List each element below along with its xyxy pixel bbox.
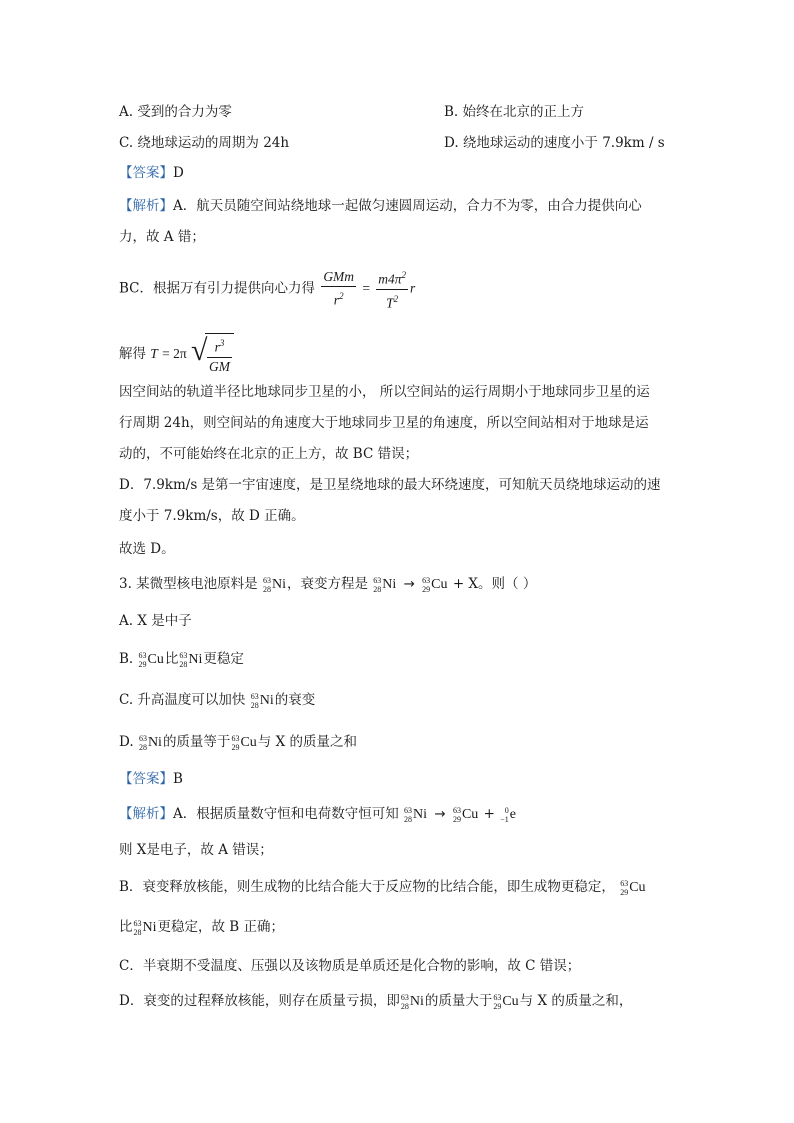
- stem-text: ，衰变方程是: [286, 576, 368, 592]
- q2-option-b: B. 始终在北京的正上方: [444, 104, 585, 120]
- exponent: 2: [401, 270, 407, 280]
- nuclide-cu: 63 29 Cu: [422, 575, 448, 594]
- q3-analysis-a-line-2: 则 X是电子，故 A 错误；: [119, 842, 273, 858]
- fraction-denominator: r: [333, 292, 340, 308]
- particle-x: X: [468, 576, 479, 592]
- answer-tag: 【答案】: [119, 165, 173, 181]
- equals-two-pi: = 2π: [162, 345, 187, 361]
- q2-option-a: A. 受到的合力为零: [119, 104, 232, 120]
- q3-option-c: C. 升高温度可以加快 63 28 Ni 的衰变: [119, 691, 316, 710]
- arrow-icon: →: [434, 806, 446, 822]
- q3-analysis-b-line-2: 比 63 28 Ni 更稳定，故 B 正确；: [119, 918, 285, 937]
- q2-answer: [119, 163, 184, 183]
- radical-icon: √: [190, 334, 208, 367]
- nuclide-ni: 63 28 Ni: [373, 575, 397, 594]
- fraction-numerator: GMm: [321, 268, 356, 287]
- fraction-numerator: m4π: [378, 271, 402, 287]
- plus-sign: +: [483, 806, 495, 822]
- nuclide-cu: 63 29 Cu: [493, 992, 519, 1011]
- q2-d-line-1: D．7.9km/s 是第一宇宙速度，是卫星绕地球的最大环绕速度，可知航天员绕地球运动的速: [119, 477, 661, 493]
- nuclide-cu: 63 29 Cu: [620, 878, 646, 897]
- nuclide-ni: 63 28 Ni: [250, 691, 274, 710]
- solve-prefix: 解得: [119, 345, 146, 362]
- q3-analysis-d: D．衰变的过程释放核能，则存在质量亏损，即 63 28 Ni 的质量大于 63 29 Cu 与 X 的质量之和，: [119, 992, 633, 1011]
- q2-paragraph-line-1: 因空间站的轨道半径比地球同步卫星的小， 所以空间站的运行周期小于地球同步卫星的运: [119, 384, 650, 400]
- nuclide-ni: 63 28 Ni: [179, 650, 203, 669]
- q3-option-a: A. X 是中子: [119, 613, 192, 629]
- q2-paragraph-line-2: 行周期 24h，则空间站的角速度大于地球同步卫星的角速度，所以空间站相对于地球是运: [119, 415, 649, 431]
- period-symbol: T: [150, 345, 158, 361]
- q3-answer: [119, 769, 183, 789]
- nuclide-cu: 63 29 Cu: [452, 805, 479, 824]
- answer-value: D: [173, 165, 184, 181]
- q3-analysis-c: C．半衰期不受温度、压强以及该物质是单质还是化合物的影响，故 C 错误；: [119, 958, 581, 974]
- exponent: 2: [393, 293, 399, 304]
- arrow-icon: →: [403, 576, 415, 592]
- plus-sign: +: [452, 576, 465, 592]
- nuclide-cu: 63 29 Cu: [231, 733, 257, 752]
- q3-option-d: D. 63 28 Ni 的质量等于 63 29 Cu 与 X 的质量之和: [119, 733, 357, 752]
- square-root: [191, 333, 234, 376]
- electron: 0 −1 e: [500, 805, 516, 824]
- analysis-tag: 【解析】: [119, 806, 173, 822]
- q2-paragraph-line-3: 动的，不可能始终在北京的正上方，故 BC 错误；: [119, 446, 419, 462]
- exponent: 3: [219, 338, 225, 348]
- analysis-text: A．航天员随空间站绕地球一起做匀速圆周运动，合力不为零，由合力提供向心: [173, 198, 642, 214]
- answer-value: B: [173, 771, 183, 787]
- radius-symbol: r: [410, 280, 416, 296]
- stem-text: 。则（ ）: [478, 576, 537, 592]
- q2-analysis-line-1: [119, 196, 642, 216]
- exponent: 2: [339, 291, 344, 302]
- fraction-centripetal: [376, 266, 408, 312]
- q3-analysis-b-line-1: B．衰变释放核能，则生成物的比结合能大于反应物的比结合能，即生成物更稳定， 63 29 Cu: [119, 878, 646, 897]
- sqrt-fraction: [207, 334, 232, 376]
- q2-d-line-2: 度小于 7.9km/s，故 D 正确。: [119, 508, 305, 524]
- nuclide-ni: 63 28 Ni: [400, 992, 424, 1011]
- q3-stem: [119, 574, 536, 595]
- fraction-denominator: GM: [208, 358, 230, 374]
- nuclide-ni: 63 28 Ni: [138, 733, 162, 752]
- stem-text: 3. 某微型核电池原料是: [119, 576, 258, 592]
- q2-analysis-line-2: 力，故 A 错；: [119, 229, 205, 245]
- nuclide-ni: 63 28 Ni: [133, 918, 157, 937]
- fraction-denominator: T: [386, 295, 394, 310]
- fraction-gravity: [321, 268, 356, 310]
- nuclide-cu: 63 29 Cu: [138, 650, 164, 669]
- q3-option-b: B. 63 29 Cu 比 63 28 Ni 更稳定: [119, 650, 244, 669]
- q2-conclusion: 故选 D。: [119, 541, 175, 557]
- q2-option-d: D. 绕地球运动的速度小于 7.9km / s: [444, 135, 665, 151]
- q3-analysis-a: 【解析】A．根据质量数守恒和电荷数守恒可知 63 28 Ni → 63 29 Cu + 0 −1 e: [119, 805, 516, 824]
- equals-sign: =: [362, 280, 370, 296]
- analysis-tag: 【解析】: [119, 198, 173, 214]
- q2-bc-formula-line: [119, 266, 415, 312]
- answer-tag: 【答案】: [119, 771, 173, 787]
- q2-solve-line: [119, 333, 234, 376]
- q2-option-c: C. 绕地球运动的周期为 24h: [119, 135, 290, 151]
- bc-prefix: BC．根据万有引力提供向心力得: [119, 280, 316, 297]
- fraction-numerator: r: [214, 339, 220, 355]
- nuclide-ni: 63 28 Ni: [262, 575, 286, 594]
- nuclide-ni: 63 28 Ni: [404, 805, 428, 824]
